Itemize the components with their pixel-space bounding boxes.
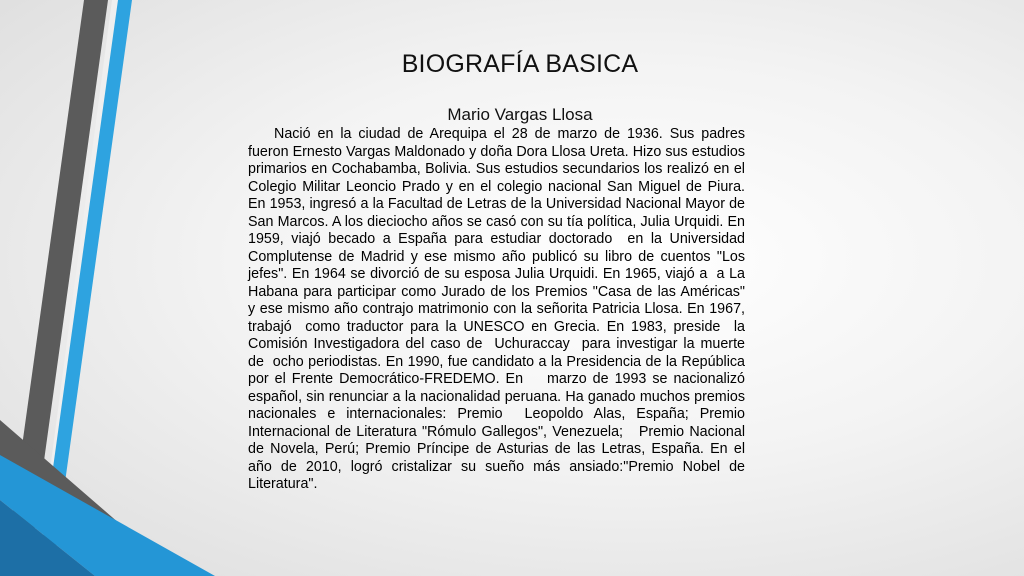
biography-paragraph: Nació en la ciudad de Arequipa el 28 de marzo de 1936. Sus padres fueron Ernesto Vargas Maldonado y doña Dora Llosa Ureta. Hizo sus estudios primarios en Cochabamba, Bolivia. Sus estudios secundarios los realizó en el Colegio Militar Leoncio Prado y en el colegio nacional San Miguel de Piura. En 1953, ingresó a la Facultad de Letras de la Universidad Nacional Mayor de San Marcos. A los dieciocho años se casó con su tía política, Julia Urquidi. En 1959, viajó becado a España para estudiar doctorado en la Universidad Complutense de Madrid y ese mismo año publicó su libro de cuentos "Los jefes". En 1964 se divorció de su esposa Julia Urquidi. En 1965, viajó a a La Habana para participar como Jurado de los Premios "Casa de las Américas" y ese mismo año contrajo matrimonio con la señorita Patricia Llosa. En 1967, trabajó como traductor para la UNESCO en Grecia. En 1983, preside la Comisión Investigadora del caso de Uchuraccay para investigar la muerte de ocho periodistas. En 1990, fue candidato a la Presidencia de la República por el Frente Democrático-FREDEMO. En marzo de 1993 se nacionalizó español, sin renunciar a la nacionalidad peruana. Ha ganado muchos premios nacionales e internacionales: Premio Leopoldo Alas, España; Premio Internacional de Literatura "Rómulo Gallegos", Venezuela; Premio Nacional de Novela, Perú; Premio Príncipe de Asturias de las Letras, España. En el año de 2010, logró cristalizar su sueño más ansiado:"Premio Nobel de Literatura". <box>248 126 753 492</box>
slide-title: BIOGRAFÍA BASICA <box>401 50 639 78</box>
slide-subtitle: Mario Vargas Llosa <box>447 105 593 124</box>
